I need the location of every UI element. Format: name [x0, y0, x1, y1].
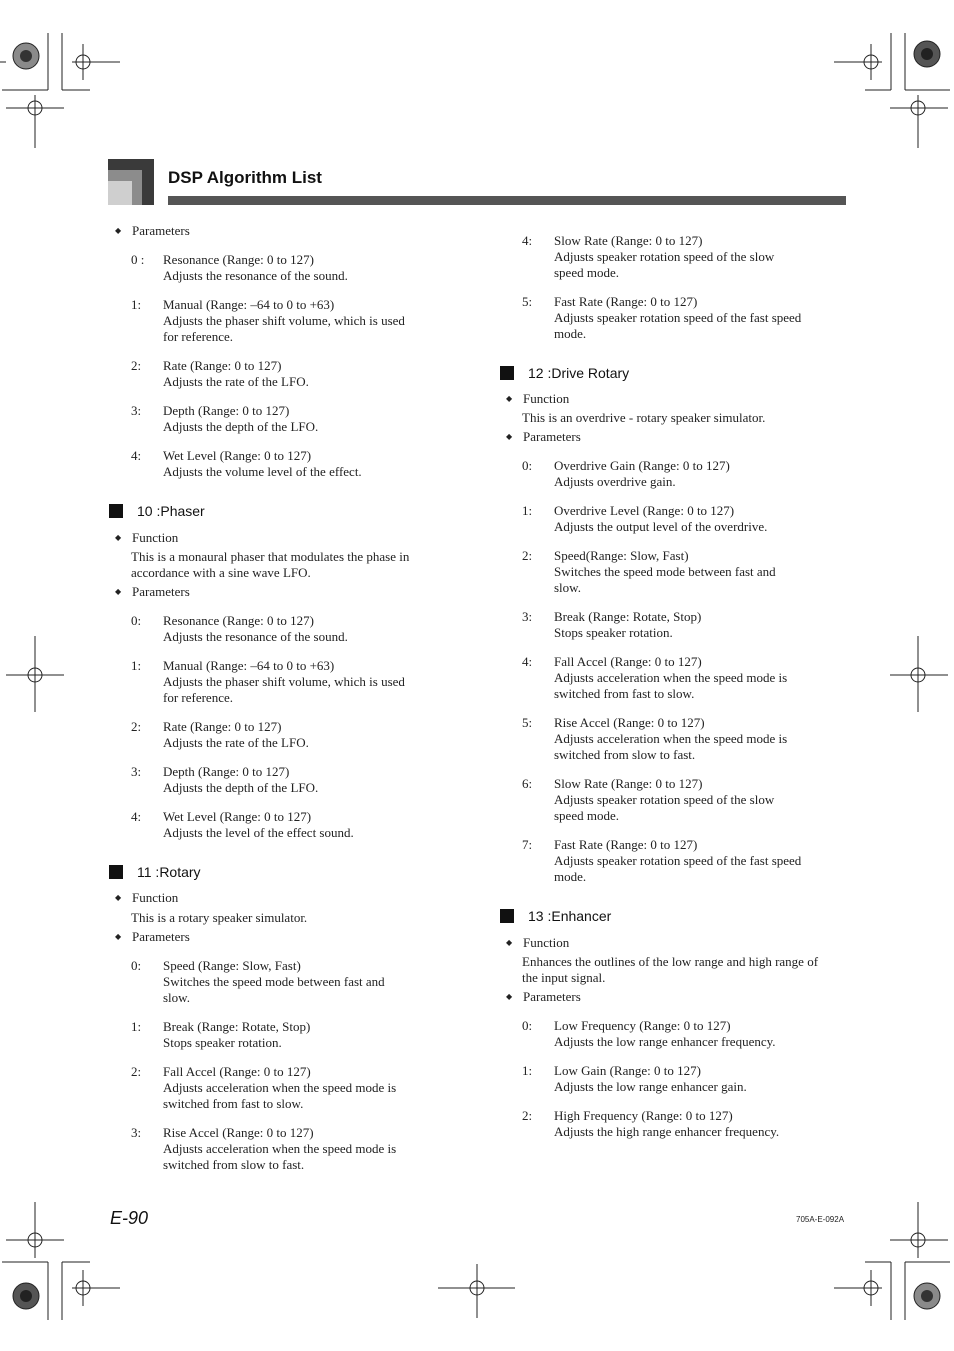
document-code: 705A-E-092A — [796, 1215, 845, 1224]
function-description: This is a monaural phaser that modulates the phase in accordance with a sine wave LFO. — [131, 549, 410, 580]
page-title: DSP Algorithm List — [168, 168, 322, 187]
diamond-bullet-icon: ◆ — [115, 533, 122, 542]
function-description: Enhances the outlines of the low range and high range of the input signal. — [522, 954, 819, 985]
function-description: This is an overdrive - rotary speaker simulator. — [522, 410, 766, 425]
diamond-bullet-icon: ◆ — [115, 226, 122, 235]
starburst-icons — [13, 41, 940, 1309]
function-description: This is a rotary speaker simulator. — [131, 910, 308, 925]
diamond-bullet-icon: ◆ — [115, 587, 122, 596]
diamond-bullet-icon: ◆ — [506, 992, 513, 1001]
diamond-bullet-icon: ◆ — [506, 394, 513, 403]
page-number: E-90 — [110, 1208, 149, 1228]
starburst-core — [921, 1290, 933, 1302]
diamond-bullet-icon: ◆ — [506, 938, 513, 947]
diamond-bullet-icon: ◆ — [115, 893, 122, 902]
diamond-bullet-icon: ◆ — [506, 432, 513, 441]
diamond-bullet-icon: ◆ — [115, 932, 122, 941]
starburst-core — [20, 50, 32, 62]
starburst-core — [20, 1290, 32, 1302]
starburst-core — [921, 48, 933, 60]
